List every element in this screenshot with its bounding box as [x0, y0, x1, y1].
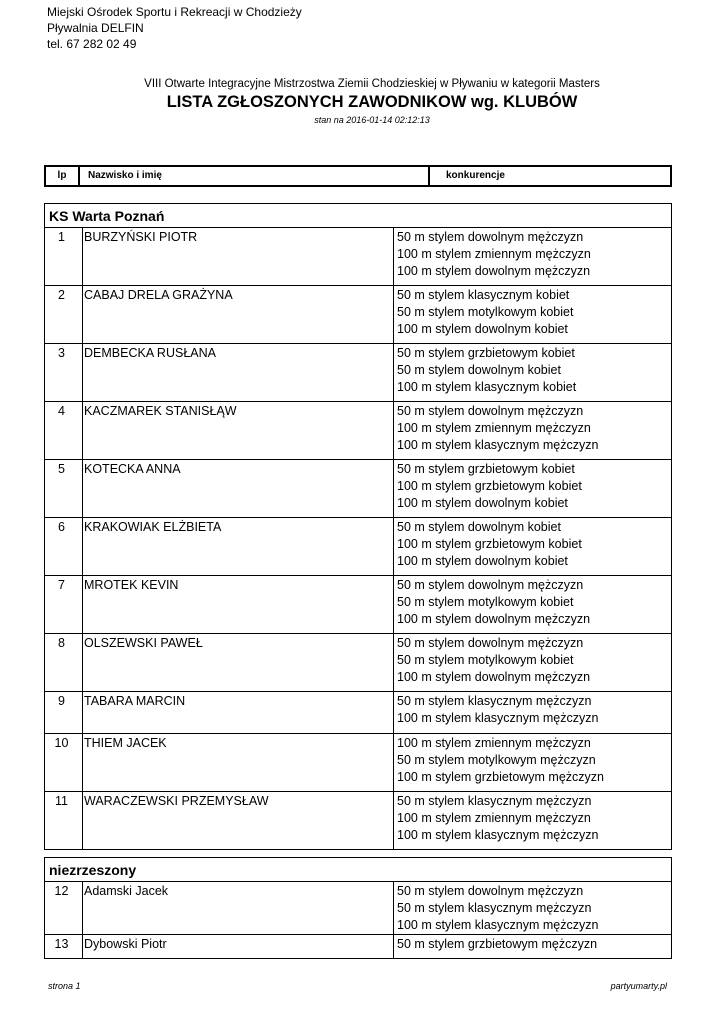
- events-cell: [394, 792, 672, 850]
- swimmer-name: WARACZEWSKI PRZEMYSŁAW: [83, 792, 394, 850]
- events-cell: [394, 734, 672, 792]
- entry-number: 4: [45, 402, 83, 460]
- event-item: 100 m stylem grzbietowym kobiet: [397, 479, 582, 493]
- entry-number: 3: [45, 344, 83, 402]
- event-item: 50 m stylem grzbietowym kobiet: [397, 346, 575, 360]
- event-item: 100 m stylem grzbietowym mężczyzn: [397, 770, 605, 784]
- table-row: [45, 935, 672, 959]
- event-item: 50 m stylem motylkowym kobiet: [397, 305, 574, 319]
- swimmer-name: TABARA MARCIN: [83, 692, 394, 734]
- entries-table: [44, 227, 672, 850]
- event-item: 100 m stylem dowolnym kobiet: [397, 322, 568, 336]
- event-item: 100 m stylem klasycznym mężczyzn: [397, 711, 599, 725]
- table-row: [45, 402, 672, 460]
- events-cell: [394, 286, 672, 344]
- event-item: 100 m stylem klasycznym mężczyzn: [397, 918, 599, 932]
- event-item: 100 m stylem klasycznym kobiet: [397, 380, 577, 394]
- swimmer-name: CABAJ DRELA GRAŻYNA: [83, 286, 394, 344]
- entry-number: 1: [45, 228, 83, 286]
- entry-number: 11: [45, 792, 83, 850]
- event-item: 50 m stylem dowolnym mężczyzn: [397, 884, 584, 898]
- entry-number: 10: [45, 734, 83, 792]
- column-header-events: konkurencje: [446, 170, 505, 181]
- events-cell: [394, 576, 672, 634]
- events-cell: [394, 460, 672, 518]
- table-row: [45, 692, 672, 734]
- swimmer-name: Adamski Jacek: [83, 882, 394, 935]
- club-name: KS Warta Poznań: [44, 203, 672, 227]
- page-number: strona 1: [48, 981, 81, 991]
- event-item: 50 m stylem dowolnym mężczyzn: [397, 230, 584, 244]
- event-item: 100 m stylem dowolnym mężczyzn: [397, 264, 591, 278]
- timestamp: stan na 2016-01-14 02:12:13: [314, 115, 430, 125]
- event-item: 100 m stylem dowolnym mężczyzn: [397, 612, 591, 626]
- events-cell: [394, 935, 672, 959]
- swimmer-name: OLSZEWSKI PAWEŁ: [83, 634, 394, 692]
- events-cell: [394, 402, 672, 460]
- entry-number: 13: [45, 935, 83, 959]
- table-row: [45, 882, 672, 935]
- table-row: [45, 576, 672, 634]
- event-item: 50 m stylem klasycznym mężczyzn: [397, 694, 592, 708]
- entry-number: 5: [45, 460, 83, 518]
- event-item: 100 m stylem zmiennym mężczyzn: [397, 247, 591, 261]
- event-item: 50 m stylem dowolnym mężczyzn: [397, 636, 584, 650]
- club-group-warta: [44, 203, 672, 850]
- event-item: 100 m stylem zmiennym mężczyzn: [397, 736, 591, 750]
- event-item: 50 m stylem grzbietowym kobiet: [397, 462, 575, 476]
- entry-number: 6: [45, 518, 83, 576]
- event-item: 100 m stylem grzbietowym kobiet: [397, 537, 582, 551]
- column-header-lp: lp: [46, 167, 80, 185]
- event-item: 100 m stylem dowolnym kobiet: [397, 554, 568, 568]
- club-group-unaffiliated: [44, 857, 672, 959]
- entry-number: 7: [45, 576, 83, 634]
- entries-table: [44, 881, 672, 959]
- event-item: 50 m stylem motylkowym kobiet: [397, 595, 574, 609]
- entry-number: 8: [45, 634, 83, 692]
- swimmer-name: Dybowski Piotr: [83, 935, 394, 959]
- entry-number: 9: [45, 692, 83, 734]
- swimmer-name: DEMBECKA RUSŁANA: [83, 344, 394, 402]
- meet-name: VIII Otwarte Integracyjne Mistrzostwa Ziemii Chodzieskiej w Pływaniu w kategorii Masters: [144, 78, 600, 90]
- table-row: [45, 286, 672, 344]
- swimmer-name: BURZYŃSKI PIOTR: [83, 228, 394, 286]
- event-item: 50 m stylem klasycznym mężczyzn: [397, 794, 592, 808]
- table-row: [45, 634, 672, 692]
- event-item: 50 m stylem dowolnym kobiet: [397, 520, 561, 534]
- events-cell: [394, 344, 672, 402]
- table-row: [45, 228, 672, 286]
- table-row: [45, 460, 672, 518]
- event-item: 100 m stylem klasycznym mężczyzn: [397, 828, 599, 842]
- event-item: 100 m stylem zmiennym mężczyzn: [397, 421, 591, 435]
- event-item: 100 m stylem dowolnym mężczyzn: [397, 670, 591, 684]
- event-item: 50 m stylem motylkowym mężczyzn: [397, 753, 596, 767]
- swimmer-name: KRAKOWIAK ELŻBIETA: [83, 518, 394, 576]
- event-item: 50 m stylem dowolnym mężczyzn: [397, 578, 584, 592]
- org-name: Miejski Ośrodek Sportu i Rekreacji w Chodzieży: [47, 5, 302, 19]
- event-item: 50 m stylem grzbietowym mężczyzn: [397, 937, 598, 951]
- events-cell: [394, 692, 672, 734]
- event-item: 100 m stylem dowolnym kobiet: [397, 496, 568, 510]
- club-name: niezrzeszony: [44, 857, 672, 881]
- entry-number: 12: [45, 882, 83, 935]
- swimmer-name: MROTEK KEVIN: [83, 576, 394, 634]
- table-row: [45, 734, 672, 792]
- event-item: 50 m stylem dowolnym mężczyzn: [397, 404, 584, 418]
- swimmer-name: KACZMAREK STANISŁĄW: [83, 402, 394, 460]
- table-row: [45, 518, 672, 576]
- page-title: LISTA ZGŁOSZONYCH ZAWODNIKOW wg. KLUBÓW: [166, 93, 578, 111]
- events-cell: [394, 882, 672, 935]
- footer-site: partyumarty.pl: [610, 981, 667, 991]
- event-item: 50 m stylem motylkowym kobiet: [397, 653, 574, 667]
- table-row: [45, 792, 672, 850]
- table-row: [45, 344, 672, 402]
- events-cell: [394, 518, 672, 576]
- event-item: 50 m stylem klasycznym mężczyzn: [397, 901, 592, 915]
- swimmer-name: KOTECKA ANNA: [83, 460, 394, 518]
- org-facility: Pływalnia DELFIN: [47, 21, 144, 35]
- event-item: 100 m stylem klasycznym mężczyzn: [397, 438, 599, 452]
- swimmer-name: THIEM JACEK: [83, 734, 394, 792]
- entry-number: 2: [45, 286, 83, 344]
- event-item: 100 m stylem zmiennym mężczyzn: [397, 811, 591, 825]
- event-item: 50 m stylem klasycznym kobiet: [397, 288, 570, 302]
- events-cell: [394, 634, 672, 692]
- organization-block: [47, 4, 302, 52]
- event-item: 50 m stylem dowolnym kobiet: [397, 363, 561, 377]
- events-cell: [394, 228, 672, 286]
- column-header: [44, 165, 672, 187]
- column-header-name: Nazwisko i imię: [80, 167, 430, 185]
- org-phone: tel. 67 282 02 49: [47, 37, 137, 51]
